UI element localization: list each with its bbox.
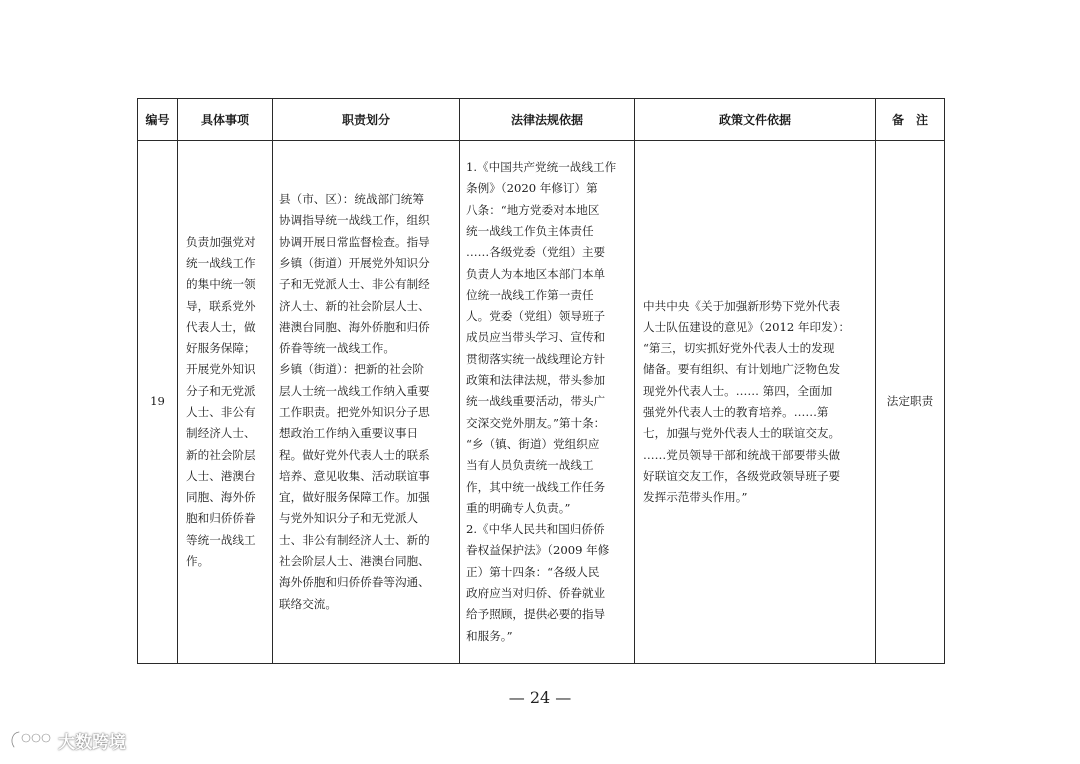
item-text: 负责加强党对 统一战线工作 的集中统一领 导，联系党外 代表人士，做 好服务保障； 开展党外知识 分子和无党派 人士、非公有 制经济人士、 新的社会阶层 人士、港澳台 同胞、海外侨 胞和归侨侨眷 等统一战线工 作。 — [186, 234, 256, 569]
header-note: 备 注 — [876, 99, 945, 141]
cell-note — [876, 141, 945, 664]
cell-num — [138, 141, 178, 664]
row-number: 19 — [150, 394, 165, 409]
header-num: 编号 — [138, 99, 178, 141]
responsibility-table — [137, 98, 945, 664]
note-text: 法定职责 — [886, 394, 934, 409]
duty-text: 县（市、区）：统战部门统筹 协调指导统一战线工作，组织 协调开展日常监督检查。指导 乡镇（街道）开展党外知识分 子和无党派人士、非公有制经 济人士、新的社会阶层人士、 港澳台同胞、海外侨胞和归侨 侨眷等统一战线工作。 乡镇（街道）：把新的社会阶 层人士统一战线工作纳入重要 工作职责。把党外知识分子思 想政治工作纳入重要议事日 程。做好党外代表人士的联系 培养、意见收集、活动联谊事 宜，做好服务保障工作。加强 与党外知识分子和无党派人 士、非公有制经济人士、新的 社会阶层人士、港澳台同胞、 海外侨胞和归侨侨眷等沟通、 联络交流。 — [279, 192, 430, 611]
table-header-row — [138, 99, 945, 141]
watermark-text: 大数跨境 — [58, 732, 126, 753]
table-row — [138, 141, 945, 664]
header-policy: 政策文件依据 — [635, 99, 876, 141]
brand-logo-icon — [8, 727, 54, 753]
header-law: 法律法规依据 — [460, 99, 635, 141]
page-number: — 24 — — [508, 688, 572, 707]
header-item: 具体事项 — [178, 99, 273, 141]
cell-duty — [273, 141, 460, 664]
policy-text: 中共中央《关于加强新形势下党外代表 人士队伍建设的意见》（2012 年印发）： “第三，切实抓好党外代表人士的发现 储备。要有组织、有计划地广泛物色发 现党外代表人士。…… 第四，全面加 强党外代表人士的教育培养。……第 七，加强与党外代表人士的联谊交友。 ……党员领导干部和统战干部要带头做 好联谊交友工作，各级党政领导班子要 发挥示范带头作用。” — [643, 298, 851, 505]
cell-law — [460, 141, 635, 664]
law-text: 1.《中国共产党统一战线工作 条例》（2020 年修订）第 八条：“地方党委对本地区 统一战线工作负主体责任 ……各级党委（党组）主要 负责人为本地区本部门本单 位统一战线工作第一责任 人。党委（党组）领导班子 成员应当带头学习、宣传和 贯彻落实统一战线理论方针 政策和法律法规，带头参加 统一战线重要活动，带头广 交深交党外朋友。”第十条： “乡（镇、街道）党组织应 当有人员负责统一战线工 作，其中统一战线工作任务 重的明确专人负责。” 2.《中华人民共和国归侨侨 眷权益保护法》（2009 年修 正）第十四条：“各级人民 政府应当对归侨、侨眷就业 给予照顾，提供必要的指导 和服务。” — [466, 160, 617, 643]
watermark — [8, 727, 126, 753]
header-duty: 职责划分 — [273, 99, 460, 141]
cell-item — [178, 141, 273, 664]
cell-policy — [635, 141, 876, 664]
